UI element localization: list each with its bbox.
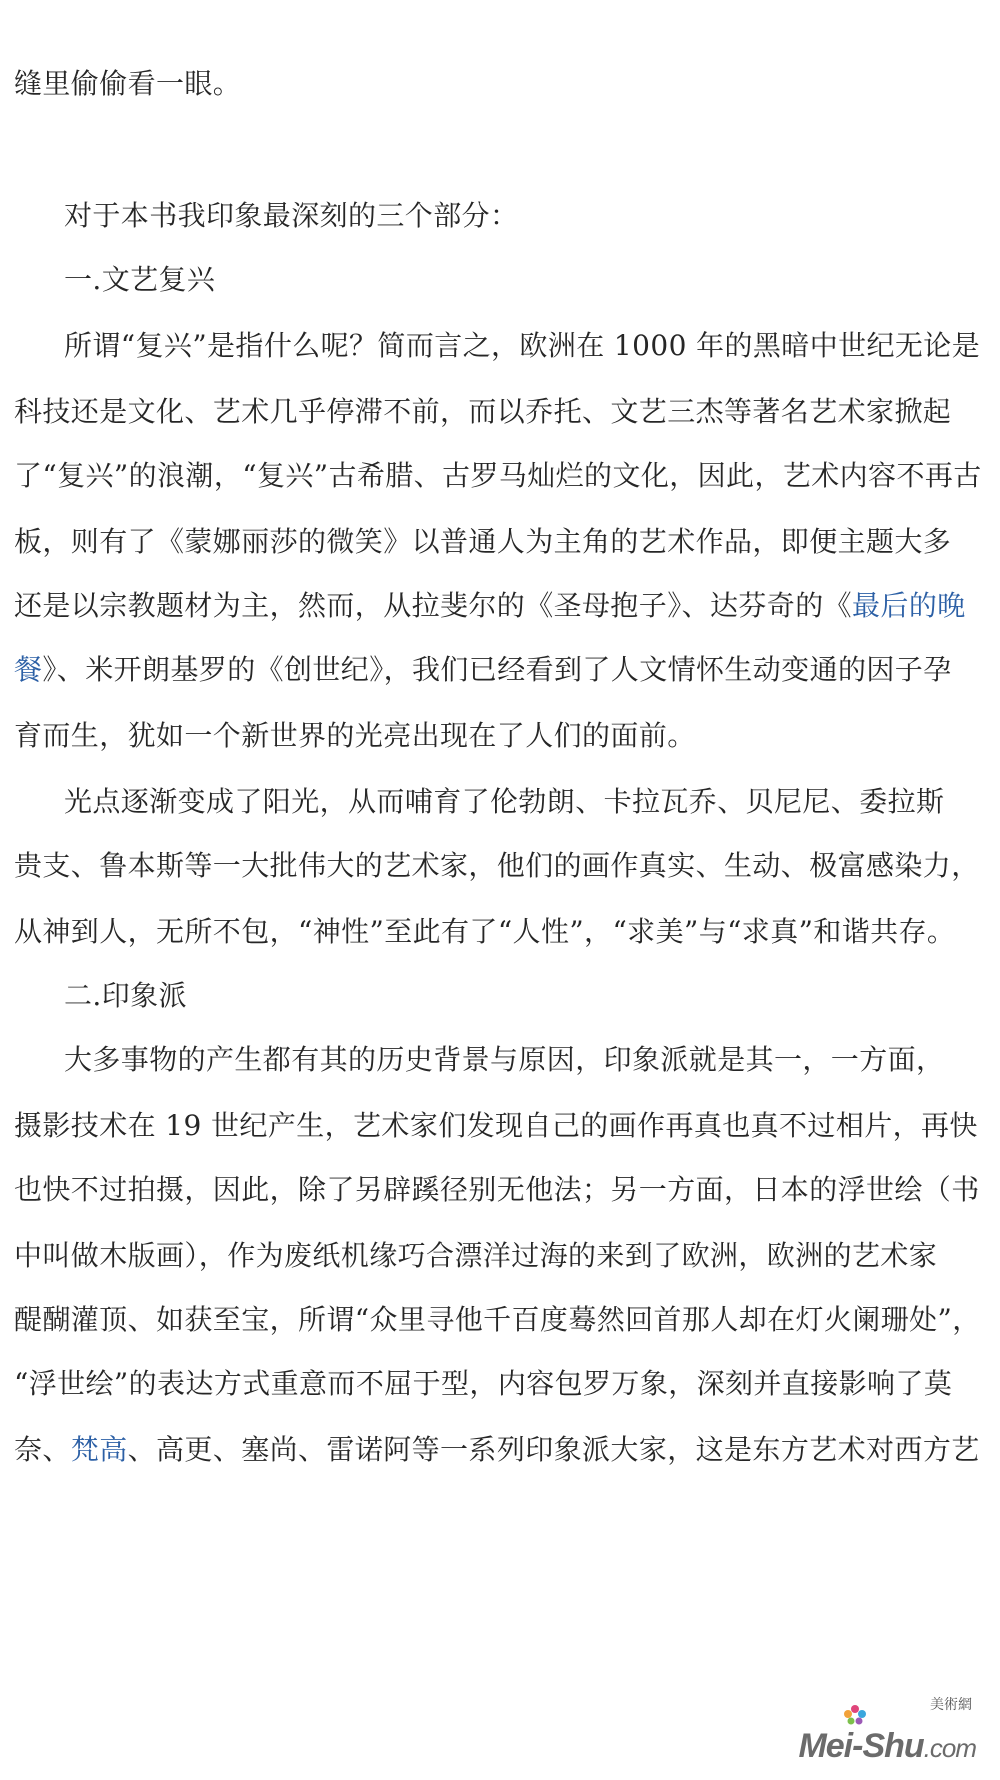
paragraph-line: 摄影技术在 19 世纪产生，艺术家们发现自己的画作再真也真不过相片，再快 (14, 1109, 978, 1142)
paragraph-line (14, 586, 1000, 626)
link-last-supper[interactable]: 最后的晚 (852, 589, 966, 622)
watermark-brand (798, 1727, 976, 1766)
paragraph-line (14, 1430, 1000, 1470)
paragraph-line: 光点逐渐变成了阳光，从而哺育了伦勃朗、卡拉瓦乔、贝尼尼、委拉斯 (64, 785, 945, 818)
text-span: 、高更、塞尚、雷诺阿等一系列印象派大家，这是东方艺术对西方艺 (127, 1433, 980, 1466)
paragraph-line (14, 650, 1000, 690)
paragraph-line: 所谓“复兴”是指什么呢？简而言之，欧洲在 1000 年的黑暗中世纪无论是 (64, 329, 981, 362)
paragraph-line: “浮世绘”的表达方式重意而不屈于型，内容包罗万象，深刻并直接影响了莫 (14, 1367, 953, 1400)
link-last-supper-cont[interactable]: 餐 (14, 653, 43, 686)
paragraph-line: 也快不过拍摄，因此，除了另辟蹊径别无他法；另一方面，日本的浮世绘（书 (14, 1173, 980, 1206)
flower-icon (840, 1702, 870, 1726)
paragraph-line: 从神到人，无所不包，“神性”至此有了“人性”，“求美”与“求真”和谐共存。 (14, 915, 956, 948)
section-heading: 二.印象派 (64, 979, 187, 1012)
meishu-watermark-logo (782, 1690, 982, 1772)
paragraph-line: 大多事物的产生都有其的历史背景与原因，印象派就是其一，一方面， (64, 1043, 945, 1076)
text-span: 还是以宗教题材为主，然而，从拉斐尔的《圣母抱子》、达芬奇的《 (14, 589, 853, 622)
paragraph-line: 中叫做木版画），作为废纸机缘巧合漂洋过海的来到了欧洲，欧洲的艺术家 (14, 1239, 938, 1272)
paragraph-line: 了“复兴”的浪潮，“复兴”古希腊、古罗马灿烂的文化，因此，艺术内容不再古 (14, 459, 982, 492)
watermark-brand-domain: .com (923, 1733, 976, 1763)
paragraph-line: 对于本书我印象最深刻的三个部分： (64, 199, 519, 232)
text-span: 》、米开朗基罗的《创世纪》，我们已经看到了人文情怀生动变通的因子孕 (42, 653, 952, 686)
paragraph-line: 醍醐灌顶、如获至宝，所谓“众里寻他千百度蓦然回首那人却在灯火阑珊处”， (14, 1303, 981, 1336)
paragraph-line: 贵支、鲁本斯等一大批伟大的艺术家，他们的画作真实、生动、极富感染力， (14, 849, 980, 882)
section-heading: 一.文艺复兴 (64, 263, 216, 296)
watermark-brand-name: Mei-Shu (798, 1727, 924, 1765)
paragraph-line: 缝里偷偷看一眼。 (14, 67, 242, 100)
link-van-gogh[interactable]: 梵高 (70, 1433, 128, 1466)
paragraph-line: 板，则有了《蒙娜丽莎的微笑》以普通人为主角的艺术作品，即便主题大多 (14, 525, 952, 558)
paragraph-line: 科技还是文化、艺术几乎停滞不前，而以乔托、文艺三杰等著名艺术家掀起 (14, 395, 952, 428)
watermark-cn-text: 美術網 (930, 1697, 972, 1713)
paragraph-line: 育而生，犹如一个新世界的光亮出现在了人们的面前。 (14, 719, 696, 752)
text-span: 奈、 (14, 1433, 71, 1466)
